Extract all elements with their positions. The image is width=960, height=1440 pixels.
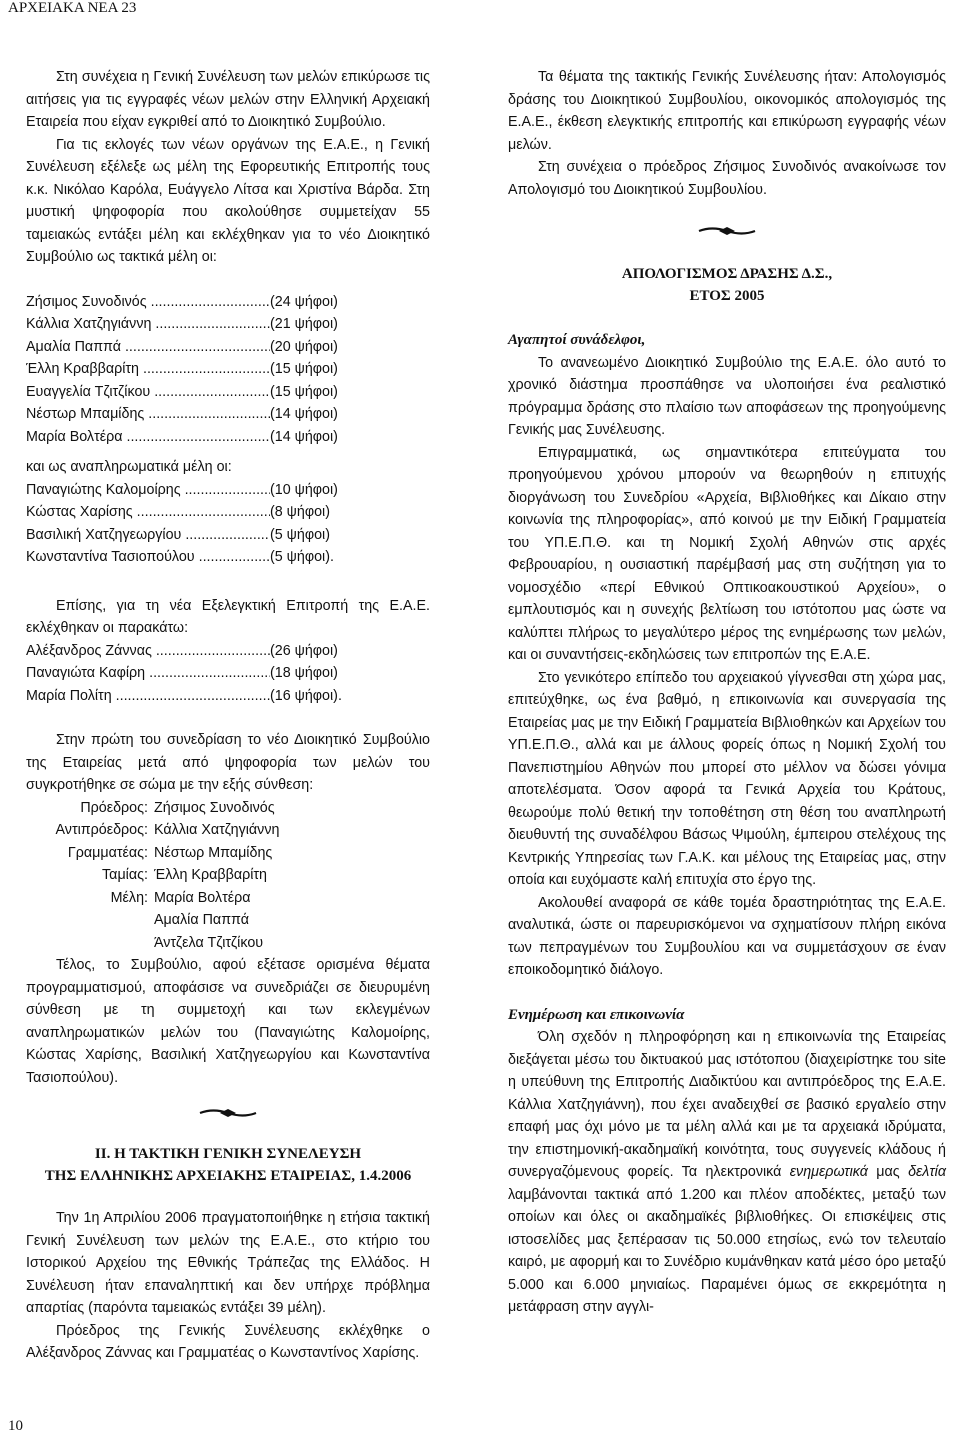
list-item: [26, 524, 430, 547]
running-head: ΑΡΧΕΙΑΚΑ ΝΕΑ 23: [8, 0, 137, 16]
section-heading: ΤΗΣ ΕΛΛΗΝΙΚΗΣ ΑΡΧΕΙΑΚΗΣ ΕΤΑΙΡΕΙΑΣ, 1.4.2006: [44, 1168, 412, 1184]
member-votes: (26 ψήφοι): [270, 642, 338, 659]
list-item: [26, 662, 430, 685]
member-votes: (20 ψήφοι): [270, 338, 338, 355]
member-votes: (14 ψήφοι): [270, 428, 338, 445]
text-run-italic: δελτία: [908, 1164, 947, 1180]
paragraph: Πρόεδρος της Γενικής Συνέλευσης εκλέχθηκε ο Αλέξανδρος Ζάννας και Γραμματέας ο Κωνσταντίνος Χαρίσης.: [26, 1322, 430, 1361]
paragraph: Ακολουθεί αναφορά σε κάθε τομέα δραστηριότητας της Ε.Α.Ε. αναλυτικά, ώστε οι παρευρισκόμενοι να σχηματίσουν πλήρη εικόνα των πεπραγμένων του Συμβουλίου και να συμμετάσχουν σε έναν εποικοδομητικό διάλογο.: [508, 894, 946, 978]
board-role-row: [26, 909, 430, 932]
role-holder: Ζήσιμος Συνοδινός: [154, 799, 275, 816]
flourish-ornament: [508, 223, 946, 241]
paragraph: Το ανανεωμένο Διοικητικό Συμβούλιο της Ε.Α.Ε. όλο αυτό το χρονικό διάστημα προσπάθησε να υλοποιήσει ένα ρεαλιστικό πρόγραμμα δράσης στο πλαίσιο των αποφάσεων της προηγούμενης Γενικής μας Συνέλευσης.: [508, 354, 946, 438]
paragraph: Στη συνέχεια η Γενική Συνέλευση των μελών επικύρωσε τις αιτήσεις για τις εγγραφές νέων μελών στην Ελληνική Αρχειακή Εταιρεία που είχαν εγκριθεί από το Διοικητικό Συμβούλιο.: [26, 69, 430, 130]
regular-members-list: [26, 291, 430, 449]
paragraph: Για τις εκλογές των νέων οργάνων της Ε.Α.Ε., η Γενική Συνέλευση εξέλεξε ως μέλη της Εφορευτικής Επιτροπής τους κ.κ. Νικόλαο Καρόλα, Ευάγγελο Λίτσα και Χριστίνα Βάρδα. Στη μυστική ψηφοφορία που ακολούθησε συμμετείχαν 55 ταμειακώς εντάξει μέλη και εκλέχθηκαν για το νέο Διοικητικό Συμβούλιο ως τακτικά μέλη οι:: [26, 136, 430, 265]
member-name: Νέστωρ Μπαμίδης .....: [26, 403, 270, 426]
role-holder: Μαρία Βολτέρα: [154, 889, 251, 906]
role-label: Πρόεδρος:: [80, 799, 148, 816]
member-votes: (18 ψήφοι): [270, 665, 338, 681]
right-column: [508, 66, 946, 1319]
member-votes: (21 ψήφοι): [270, 316, 338, 332]
member-name: Αμαλία Παππά .....: [26, 336, 270, 359]
member-votes: (8 ψήφοι): [270, 504, 330, 520]
alternates-intro: και ως αναπληρωματικά μέλη οι:: [26, 459, 232, 475]
list-item: [26, 479, 430, 502]
list-item: [26, 403, 430, 426]
member-name: Αλέξανδρος Ζάννας .....: [26, 640, 270, 663]
paragraph: Τέλος, το Συμβούλιο, αφού εξέτασε ορισμένα θέματα προγραμματισμού, αποφάσισε να συνεδριάζει σε διευρυμένη σύνθεση με τη συμμετοχή και των εκλεγμένων αναπληρωματικών μελών του (Παναγιώτης Καλομοίρης, Κώστας Χαρίσης, Βασιλική Χατζηγεωργίου και Κωνσταντίνα Τασιοπούλου).: [26, 957, 430, 1086]
audit-committee-list: [26, 640, 430, 708]
text-run: λαμβάνονται τακτικά από 1.200 και πλέον αποδέκτες, μεταξύ των οποίων και όλες οι ακαδημαϊκές βιβλιοθήκες. Οι επισκέψεις στις ιστοσελίδες μας ξεπέρασαν τις 50.000 ετησίως, ενώ τον τελευταίο καιρό, με αφορμή και το Συνέδριο κυμάνθηκαν κατά μέσο όρο μεταξύ 5.000 και 6.000 μηνιαίως. Παραμένει όμως σε εκκρεμότητα η μετάφραση στην αγγλι-: [508, 1186, 946, 1315]
section-heading: ΙΙ. Η ΤΑΚΤΙΚΗ ΓΕΝΙΚΗ ΣΥΝΕΛΕΥΣΗ: [94, 1146, 362, 1162]
board-role-row: [26, 887, 430, 910]
subheading: Ενημέρωση και επικοινωνία: [508, 1006, 685, 1023]
paragraph: Στη συνέχεια ο πρόεδρος Ζήσιμος Συνοδινός ανακοίνωσε τον Απολογισμό του Διοικητικού Συμβουλίου.: [508, 159, 946, 198]
role-holder: Νέστωρ Μπαμίδης: [154, 844, 273, 861]
paragraph: Την 1η Απριλίου 2006 πραγματοποιήθηκε η ετήσια τακτική Γενική Συνέλευση των μελών της Ε.Α.Ε., στο κτήριο του Ιστορικού Αρχείου της Εθνικής Τράπεζας της Ελλάδος. Η Συνέλευση ήταν επαναληπτική και δεν υπήρχε πρόβλημα απαρτίας (παρόντα ταμειακώς εντάξει 39 μέλη).: [26, 1210, 430, 1316]
member-name: Κωνσταντίνα Τασιοπούλου .....: [26, 546, 270, 569]
list-item: [26, 358, 430, 381]
board-role-row: [26, 842, 430, 865]
role-label: Ταμίας:: [102, 867, 148, 883]
role-label: Γραμματέας:: [67, 844, 148, 861]
section-heading: ΕΤΟΣ 2005: [689, 288, 765, 304]
list-item: [26, 546, 430, 569]
member-votes: (24 ψήφοι): [270, 293, 338, 310]
role-label: [26, 909, 154, 932]
list-item: [26, 426, 430, 449]
member-name: Κάλλια Χατζηγιάννη .....: [26, 313, 270, 336]
salutation: Αγαπητοί συνάδελφοι,: [508, 332, 646, 348]
paragraph: Επίσης, για τη νέα Εξελεγκτική Επιτροπή της Ε.Α.Ε. εκλέχθηκαν οι παρακάτω:: [26, 597, 430, 636]
member-name: Παναγιώτης Καλομοίρης .....: [26, 479, 270, 502]
left-column: [26, 66, 430, 1365]
list-item: [26, 313, 430, 336]
board-composition: [26, 797, 430, 955]
member-name: Ευαγγελία Τζιτζίκου .....: [26, 381, 270, 404]
flourish-ornament: [26, 1105, 430, 1123]
board-role-row: [26, 819, 430, 842]
list-item: [26, 685, 430, 708]
text-run-italic: ενημερωτικά: [789, 1164, 868, 1180]
board-role-row: [26, 797, 430, 820]
role-label: [26, 932, 154, 955]
list-item: [26, 336, 430, 359]
role-holder: Έλλη Κραββαρίτη: [154, 867, 267, 883]
role-label: Μέλη:: [110, 889, 148, 906]
member-votes: (15 ψήφοι): [270, 383, 338, 400]
list-item: [26, 381, 430, 404]
member-votes: (15 ψήφοι): [270, 361, 338, 377]
member-name: Ζήσιμος Συνοδινός .....: [26, 291, 270, 314]
member-name: Μαρία Βολτέρα .....: [26, 426, 270, 449]
paragraph: [508, 1026, 946, 1319]
board-role-row: [26, 864, 430, 887]
member-name: Παναγιώτα Καφίρη .....: [26, 662, 270, 685]
board-role-row: [26, 932, 430, 955]
member-votes: (5 ψήφοι).: [270, 549, 334, 565]
member-name: Κώστας Χαρίσης .....: [26, 501, 270, 524]
paragraph: Επιγραμματικά, ως σημαντικότερα επιτεύγματα του προηγούμενου χρόνου μπορούν να θεωρηθούν η επιτυχής διοργάνωση του Συνεδρίου «Αρχεία, Βιβλιοθήκες και Δίκαιο στην κοινωνία της πληροφορίας», από κοινού με την Ειδική Γραμματεία του ΥΠ.Ε.Π.Θ. και τη Νομική Σχολή Αθηνών στις αρχές Φεβρουαρίου, η ουσιαστική παρέμβασή μας στη συζήτηση για το νομοσχέδιο «περί Εθνικού Οπτικοακουστικού Αρχείου», ο εμπλουτισμός και η συνεχής βελτίωση του ιστότοπου μας ώστε να καλύπτει πλήρως το μεγαλύτερο μέρος της ενημέρωσης των μελών, και οι συναντήσεις-εκδηλώσεις των επιτροπών της Ε.Α.Ε.: [508, 444, 946, 663]
member-name: Έλλη Κραββαρίτη .....: [26, 358, 270, 381]
section-heading: ΑΠΟΛΟΓΙΣΜΟΣ ΔΡΑΣΗΣ Δ.Σ.,: [621, 266, 833, 282]
member-name: Μαρία Πολίτη .....: [26, 685, 270, 708]
paragraph: Στην πρώτη του συνεδρίαση το νέο Διοικητικό Συμβούλιο της Εταιρείας μετά από ψηφοφορία των μελών του συγκροτήθηκε σε σώμα με την εξής σύνθεση:: [26, 732, 430, 793]
member-votes: (5 ψήφοι): [270, 526, 330, 543]
role-label: Αντιπρόεδρος:: [55, 822, 148, 838]
member-votes: (10 ψήφοι): [270, 481, 338, 498]
list-item: [26, 640, 430, 663]
text-run: Όλη σχεδόν η πληροφόρηση και η επικοινωνία της Εταιρείας διεξάγεται μέσω του δικτυακού μας ιστότοπου (διαχειρίστηκε του site η υπεύθυνη της Επιτροπής Διαδικτύου και αντιπρόεδρος της Ε.Α.Ε. Κάλλια Χατζηγιάννη), που έχει αναδειχθεί σε βασικό εργαλείο στην επαφή μας όχι μόνο με τα μέλη αλλά και με τα αρχειακά ιδρύματα, την επιστημονική-ακαδημαϊκή κοινότητα, τους συγγενείς κλάδους ή συνεργαζόμενους φορείς. Τα ηλεκτρονικά: [508, 1029, 946, 1180]
list-item: [26, 501, 430, 524]
member-votes: (14 ψήφοι): [270, 406, 338, 422]
member-name: Βασιλική Χατζηγεωργίου .....: [26, 524, 270, 547]
paragraph: Στο γενικότερο επίπεδο του αρχειακού γίγνεσθαι στη χώρα μας, επιτεύχθηκε, ως ένα βαθμό, η επικοινωνία και συνεργασία της Εταιρείας μας με την Ειδική Γραμματεία Βιβλιοθηκών και Αρχείων του ΥΠ.Ε.Π.Θ., αλλά και με άλλους φορείς όπως η Νομική Σχολή του Πανεπιστημίου Αθηνών που μπορεί στο μέλλον να δώσει γόνιμα αποτελέσματα. Όσον αφορά τα Γενικά Αρχεία του Κράτους, θεωρούμε πολύ θετική την τοποθέτηση στη θέση του αναπληρωτή διευθυντή της συναδέλφου Βάσως Ψιμούλη, έμπειρου στελέχους της Κεντρικής Υπηρεσίας των Γ.Α.Κ. και μέλους της Εταιρείας μας, στην οποία και ευχόμαστε καλή επιτυχία στο έργο της.: [508, 669, 946, 888]
text-run: μας: [867, 1164, 909, 1180]
role-holder: Άντζελα Τζιτζίκου: [154, 934, 264, 951]
alternate-members-list: [26, 479, 430, 569]
page-number: 10: [8, 1418, 23, 1434]
role-holder: Αμαλία Παππά: [154, 912, 249, 928]
member-votes: (16 ψήφοι).: [270, 687, 342, 704]
paragraph: Τα θέματα της τακτικής Γενικής Συνέλευσης ήταν: Απολογισμός δράσης του Διοικητικού Συμβουλίου, οικονομικός απολογισμός της Ε.Α.Ε., έκθεση ελεγκτικής επιτροπής και επικύρωση εγγραφής νέων μελών.: [508, 69, 946, 153]
list-item: [26, 291, 430, 314]
role-holder: Κάλλια Χατζηγιάννη: [154, 822, 280, 838]
